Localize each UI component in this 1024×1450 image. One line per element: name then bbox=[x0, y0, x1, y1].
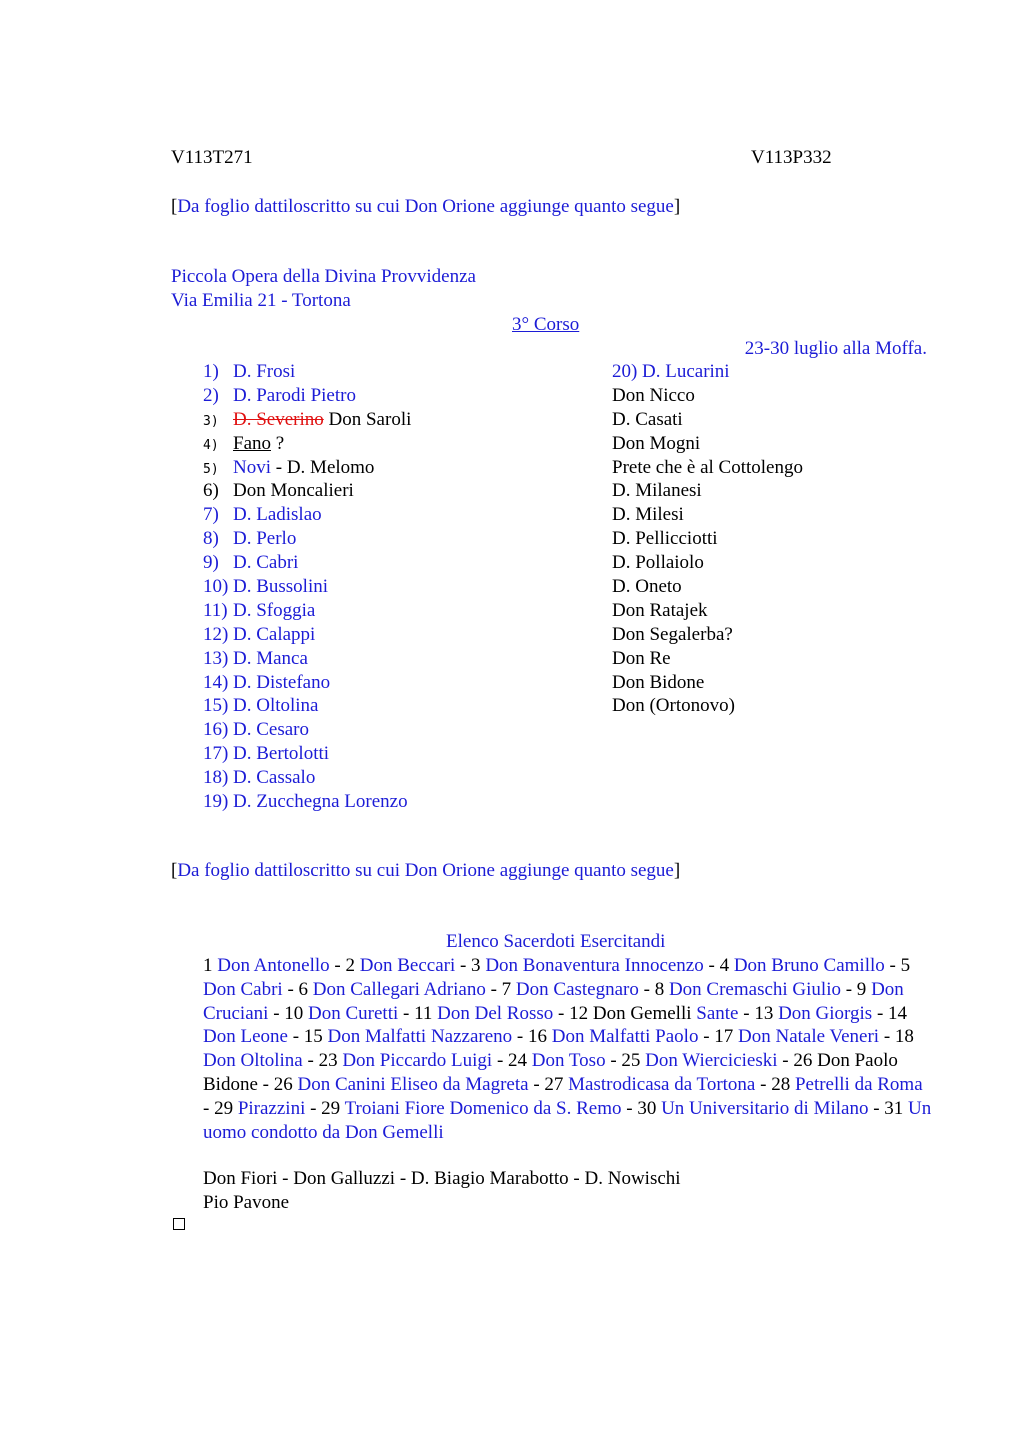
list-item bbox=[612, 647, 803, 671]
elenco-segment: - 26 Don Paolo Bidone - 26 bbox=[203, 1050, 898, 1095]
elenco-segment: Mastrodicasa da Tortona bbox=[568, 1073, 756, 1095]
elenco-segment: - 6 bbox=[282, 978, 313, 1000]
elenco-segment: - 10 bbox=[268, 1002, 309, 1024]
note-text: Da foglio dattiloscritto su cui Don Orione aggiunge quanto segue bbox=[177, 860, 674, 881]
elenco-segment: Don Malfatti Paolo bbox=[551, 1026, 699, 1048]
elenco-segment: Don Antonello bbox=[217, 955, 330, 976]
list-item bbox=[203, 575, 411, 599]
elenco-segment: Troiani Fiore Domenico da S. Remo bbox=[344, 1097, 622, 1119]
list-item-text: D. Milanesi bbox=[612, 480, 702, 502]
elenco-segment: Petrelli da Roma bbox=[794, 1073, 923, 1095]
elenco-segment: Don Beccari bbox=[359, 955, 456, 976]
elenco-segment: - 30 bbox=[621, 1097, 662, 1119]
list-item bbox=[612, 527, 803, 551]
list-item-text: D. Bussolini bbox=[233, 576, 329, 598]
list-item-number: 10) bbox=[203, 576, 229, 598]
list-item-text: Novi bbox=[233, 456, 271, 478]
elenco-segment: Don Toso bbox=[531, 1050, 606, 1072]
list-item bbox=[612, 694, 803, 718]
elenco-segment: - 12 Don Gemelli bbox=[553, 1002, 697, 1024]
list-item bbox=[203, 599, 411, 623]
elenco-segment: Don Bonaventura Innocenzo bbox=[485, 955, 704, 976]
list-item bbox=[612, 408, 803, 432]
list-item bbox=[203, 718, 411, 742]
list-item-text: ? bbox=[271, 432, 285, 454]
list-item-number: 7) bbox=[203, 504, 219, 526]
list-item bbox=[203, 694, 411, 718]
elenco-segment: - 2 bbox=[329, 955, 360, 976]
course-dates: 23-30 luglio alla Moffa. bbox=[744, 338, 927, 359]
list-item-number: 9) bbox=[203, 552, 219, 574]
list-item-number: 19) bbox=[203, 791, 229, 813]
elenco-segment: - 31 bbox=[868, 1097, 909, 1119]
list-item bbox=[203, 456, 411, 480]
elenco-segment: - 27 bbox=[528, 1073, 569, 1095]
list-item-number: 11) bbox=[203, 599, 228, 621]
end-checkbox-icon bbox=[173, 1218, 185, 1230]
list-item-text: D. Severino bbox=[233, 408, 324, 430]
elenco-segment: Pirazzini bbox=[237, 1097, 306, 1119]
list-item-number: 18) bbox=[203, 767, 229, 789]
list-item-number: 6) bbox=[203, 480, 219, 502]
elenco-segment: - 9 bbox=[840, 978, 872, 1000]
list-item-text: D. Manca bbox=[233, 647, 308, 669]
participants-list-left bbox=[203, 360, 411, 814]
list-item bbox=[203, 408, 411, 432]
elenco-title: Elenco Sacerdoti Esercitandi bbox=[446, 931, 666, 952]
elenco-segment: - 24 bbox=[492, 1050, 532, 1072]
elenco-segment: - 18 bbox=[879, 1026, 914, 1048]
note-close-bracket: ] bbox=[673, 196, 681, 217]
elenco-segment: - 8 bbox=[638, 978, 669, 1000]
elenco-segment: Don Cremaschi Giulio bbox=[668, 978, 841, 1000]
elenco-segment: - 13 bbox=[738, 1002, 779, 1024]
elenco-segment: Don Del Rosso bbox=[437, 1002, 554, 1024]
elenco-segment: - 29 bbox=[203, 1097, 238, 1119]
list-item-number: 14) bbox=[203, 671, 229, 693]
list-item-number: 5) bbox=[203, 461, 219, 477]
list-item-text: D. Pellicciotti bbox=[612, 528, 718, 550]
document-code-left: V113T271 bbox=[171, 147, 253, 168]
list-item bbox=[612, 360, 803, 384]
elenco-segment: - 17 bbox=[698, 1026, 739, 1048]
elenco-segment: - 15 bbox=[287, 1026, 328, 1048]
list-item bbox=[612, 599, 803, 623]
list-item-text: D. Cabri bbox=[233, 552, 299, 574]
list-item-text: D. Oneto bbox=[612, 576, 682, 598]
list-item bbox=[612, 432, 803, 456]
list-item bbox=[612, 503, 803, 527]
elenco-segment: Don Oltolina bbox=[203, 1050, 303, 1072]
list-item-text: D. Zucchegna Lorenzo bbox=[233, 791, 408, 813]
elenco-segment: Sante bbox=[696, 1002, 739, 1024]
list-item bbox=[612, 575, 803, 599]
list-item bbox=[612, 671, 803, 695]
note-open-bracket: [ bbox=[171, 860, 178, 881]
list-item-number: 2) bbox=[203, 384, 219, 406]
list-item-text: Fano bbox=[233, 432, 271, 454]
elenco-segment: - 5 bbox=[884, 955, 911, 976]
elenco-segment: 1 bbox=[203, 955, 218, 976]
list-item bbox=[203, 527, 411, 551]
list-item-number: 3) bbox=[203, 413, 219, 429]
elenco-segment: Un uomo condotto da Don Gemelli bbox=[203, 1097, 932, 1143]
participants-list-right bbox=[612, 360, 803, 718]
list-item-text: D. Bertolotti bbox=[233, 743, 330, 765]
elenco-segment: - 25 bbox=[605, 1050, 646, 1072]
elenco-segment: Don Callegari Adriano bbox=[312, 978, 486, 1000]
list-item-number: 13) bbox=[203, 647, 229, 669]
list-item-text: D. Ladislao bbox=[233, 504, 322, 526]
list-item-text: D. Milesi bbox=[612, 504, 684, 526]
list-item bbox=[203, 790, 411, 814]
elenco-segment: - 23 bbox=[302, 1050, 343, 1072]
elenco-segment: - 28 bbox=[755, 1073, 795, 1095]
list-item-text: Don Saroli bbox=[323, 408, 412, 430]
list-item-text: Don (Ortonovo) bbox=[612, 695, 735, 717]
list-item-text: D. Parodi Pietro bbox=[233, 384, 356, 406]
list-item-number: 4) bbox=[203, 437, 219, 453]
list-item-number: 8) bbox=[203, 528, 219, 550]
elenco-segment: Don Canini Eliseo da Magreta bbox=[297, 1073, 529, 1095]
document-code-right: V113P332 bbox=[751, 147, 832, 168]
list-item-number: 17) bbox=[203, 743, 229, 765]
list-item bbox=[612, 551, 803, 575]
elenco-segment: Don Piccardo Luigi bbox=[342, 1050, 493, 1072]
list-item bbox=[612, 479, 803, 503]
elenco-paragraph bbox=[203, 954, 933, 1144]
list-item bbox=[203, 671, 411, 695]
elenco-extra-line: Pio Pavone bbox=[203, 1192, 290, 1213]
list-item-text: D. Cesaro bbox=[233, 719, 309, 741]
list-item bbox=[203, 479, 411, 503]
list-item bbox=[203, 360, 411, 384]
elenco-segment: Don Cabri bbox=[203, 978, 283, 1000]
list-item-number: 20) bbox=[612, 361, 638, 382]
list-item-text: Don Nicco bbox=[612, 384, 695, 406]
list-item-text: - D. Melomo bbox=[271, 456, 375, 478]
elenco-segment: Don Cruciani bbox=[203, 978, 904, 1024]
elenco-segment: - 29 bbox=[305, 1097, 345, 1119]
elenco-segment: - 11 bbox=[398, 1002, 438, 1024]
elenco-segment: - 7 bbox=[485, 978, 516, 1000]
list-item-text: Don Segalerba? bbox=[612, 623, 733, 645]
list-item-text: Don Mogni bbox=[612, 432, 701, 454]
elenco-segment: - 3 bbox=[455, 955, 486, 976]
list-item-text: Prete che è al Cottolengo bbox=[612, 456, 803, 478]
list-item-text: Don Re bbox=[612, 647, 671, 669]
elenco-segment: Don Leone bbox=[203, 1026, 288, 1048]
elenco-segment: Un Universitario di Milano bbox=[661, 1097, 869, 1119]
elenco-segment: Don Wiercicieski bbox=[645, 1050, 778, 1072]
list-item-number: 1) bbox=[203, 361, 219, 382]
organization-address: Via Emilia 21 - Tortona bbox=[171, 290, 351, 311]
list-item bbox=[203, 384, 411, 408]
list-item bbox=[203, 647, 411, 671]
list-item bbox=[203, 551, 411, 575]
elenco-segment: Don Bruno Camillo bbox=[733, 955, 885, 976]
list-item-text: D. Pollaiolo bbox=[612, 552, 704, 574]
elenco-segment: - 4 bbox=[703, 955, 734, 976]
elenco-segment: Don Natale Veneri bbox=[738, 1026, 880, 1048]
editorial-note-top bbox=[171, 195, 680, 219]
elenco-segment: Don Malfatti Nazzareno bbox=[327, 1026, 513, 1048]
list-item-text: Don Bidone bbox=[612, 671, 705, 693]
list-item-text: D. Perlo bbox=[233, 528, 297, 550]
list-item bbox=[203, 766, 411, 790]
elenco-segment: - 14 bbox=[872, 1002, 908, 1024]
note-text: Da foglio dattiloscritto su cui Don Orione aggiunge quanto segue bbox=[177, 196, 674, 217]
list-item-text: D. Oltolina bbox=[233, 695, 319, 717]
list-item-text: D. Casati bbox=[612, 408, 683, 430]
course-title: 3° Corso bbox=[512, 314, 580, 335]
list-item-text: D. Sfoggia bbox=[233, 599, 316, 621]
organization-name: Piccola Opera della Divina Provvidenza bbox=[171, 266, 476, 287]
elenco-extra-line: Don Fiori - Don Galluzzi - D. Biagio Marabotto - D. Nowischi bbox=[203, 1168, 681, 1189]
list-item bbox=[203, 432, 411, 456]
list-item-text: D. Cassalo bbox=[233, 767, 316, 789]
list-item bbox=[203, 623, 411, 647]
list-item bbox=[612, 456, 803, 480]
elenco-segment: Don Castegnaro bbox=[515, 978, 639, 1000]
elenco-segment: - 16 bbox=[512, 1026, 552, 1048]
note-close-bracket: ] bbox=[673, 860, 681, 881]
elenco-segment: Don Curetti bbox=[308, 1002, 399, 1024]
list-item bbox=[203, 742, 411, 766]
list-item-number: 15) bbox=[203, 695, 229, 717]
list-item bbox=[612, 384, 803, 408]
list-item-number: 12) bbox=[203, 623, 229, 645]
list-item-text: D. Calappi bbox=[233, 623, 316, 645]
list-item-text: D. Lucarini bbox=[642, 361, 730, 382]
list-item-text: D. Frosi bbox=[233, 361, 296, 382]
list-item-text: D. Distefano bbox=[233, 671, 331, 693]
note-open-bracket: [ bbox=[171, 196, 178, 217]
list-item-text: Don Ratajek bbox=[612, 599, 708, 621]
list-item-text: Don Moncalieri bbox=[233, 480, 354, 502]
editorial-note-bottom bbox=[171, 859, 680, 883]
elenco-segment: Don Giorgis bbox=[778, 1002, 873, 1024]
list-item-number: 16) bbox=[203, 719, 229, 741]
list-item bbox=[612, 623, 803, 647]
list-item bbox=[203, 503, 411, 527]
